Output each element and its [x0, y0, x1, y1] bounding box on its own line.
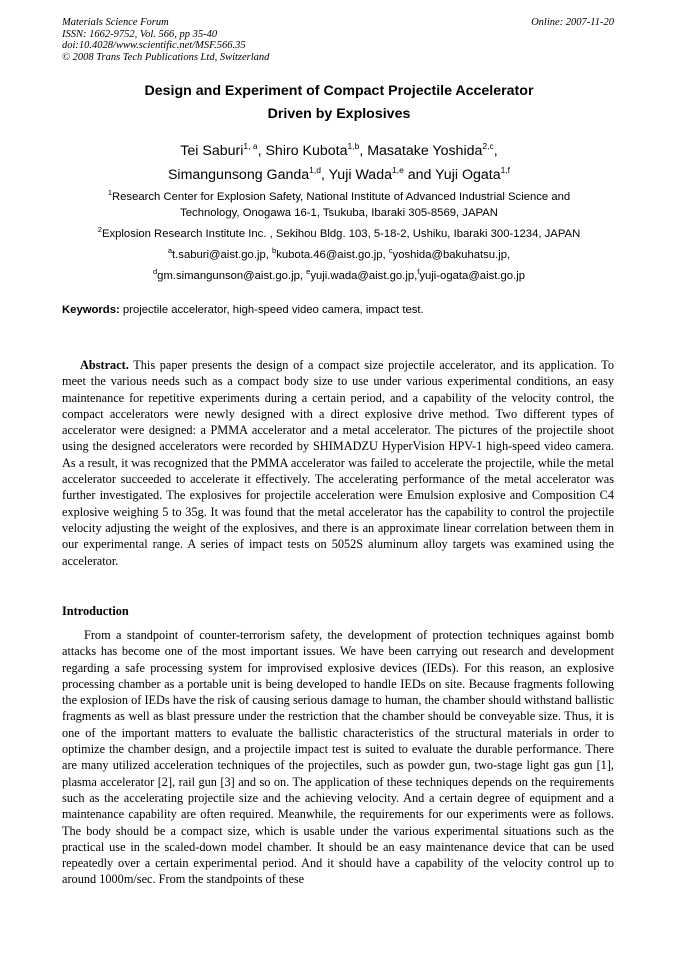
section-heading-introduction: Introduction: [62, 604, 129, 618]
abstract-label: Abstract.: [80, 358, 129, 372]
online-date: Online: 2007-11-20: [531, 17, 614, 28]
email-link[interactable]: yuji.wada@aist.go.jp,: [310, 270, 418, 282]
affiliation-text: Research Center for Explosion Safety, National Institute of Advanced Industrial Science and: [111, 191, 571, 203]
email-letter: e: [306, 267, 311, 276]
author-name: Simangunsong Ganda: [167, 167, 310, 183]
email-link[interactable]: gm.simangunson@aist.go.jp,: [157, 270, 307, 282]
keywords-label: Keywords:: [62, 304, 120, 316]
author-name: Shiro Kubota: [265, 143, 348, 159]
author-line-1: [62, 139, 616, 163]
author-separator: ,: [257, 143, 266, 159]
email-letter: c: [388, 246, 393, 255]
email-letter: b: [272, 246, 277, 255]
author-line-2: [62, 163, 616, 187]
author-sup: 1,b: [347, 141, 360, 151]
title-line-2: Driven by Explosives: [267, 106, 411, 122]
author-sup: 1, a: [243, 141, 258, 151]
email-letter: d: [152, 267, 158, 276]
affiliation-2-line: [62, 226, 616, 242]
journal-header: [62, 17, 269, 63]
journal-name: Materials Science Forum: [62, 17, 169, 28]
affiliation-text: Explosion Research Institute Inc. , Sekihou Bldg. 103, 5-18-2, Ushiku, Ibaraki 300-1234, JAPAN: [101, 228, 581, 240]
copyright-line: © 2008 Trans Tech Publications Ltd, Switzerland: [62, 51, 270, 63]
issn-line: ISSN: 1662-9752, Vol. 566, pp 35-40: [62, 28, 218, 40]
keywords-text: projectile accelerator, high-speed video camera, impact test.: [119, 304, 424, 316]
email-link[interactable]: t.saburi@aist.go.jp,: [172, 249, 273, 261]
email-letter: f: [417, 267, 420, 276]
author-sup: 1,f: [500, 165, 511, 175]
abstract-paragraph: [62, 357, 614, 569]
author-sup: 1,d: [309, 165, 321, 175]
email-letter: a: [167, 246, 173, 255]
affiliation-1-line-2: Technology, Onogawa 16-1, Tsukuba, Ibaraki 305-8569, JAPAN: [180, 207, 498, 219]
author-name: Yuji Ogata: [435, 167, 501, 183]
affiliation-number: 1: [107, 188, 112, 197]
abstract-text: This paper presents the design of a compact size projectile accelerator, and its application. To meet the various needs such as a compact body size to use under various experimental conditions, an easy maintenance for repetitive experiments during a certain period, and a capability of the velocity control, the compact accelerators were newly designed with a direct explosive drive method. Two different types of accelerator were designed: a PMMA accelerator and a metal accelerator. The pictures of the projectile shoot using the designed accelerators were recorded by SHIMADZU HyperVision HPV-1 high-speed video camera. As a result, it was recognized that the PMMA accelerator was failed to accelerate the projectile, while the metal accelerator succeeded to accelerate it effectively. The accelerating performance of the metal accelerator was further investigated. The explosives for projectile acceleration were Emulsion explosive and Composition C4 explosive weighing 5 to 35g. It was found that the metal accelerator has the capability to control the projectile velocity adjusting the weight of the explosives, and there is an approximate linear correlation between them in our experimental range. A series of impact tests on 5052S aluminum alloy targets was examined using the accelerator.: [62, 358, 614, 568]
author-sup: 2,c: [482, 141, 494, 151]
author-separator: ,: [493, 143, 498, 159]
doi-line: doi:10.4028/www.scientific.net/MSF.566.35: [62, 40, 246, 51]
author-sup: 1,e: [391, 165, 404, 175]
author-separator: ,: [320, 167, 329, 183]
affiliation-number: 2: [97, 225, 102, 234]
affiliation-2: [62, 226, 616, 242]
keywords: [62, 304, 424, 316]
email-line-1: [62, 245, 616, 266]
author-list: [62, 139, 616, 187]
author-name: Tei Saburi: [180, 143, 244, 159]
author-separator: ,: [359, 143, 368, 159]
introduction-paragraph: From a standpoint of counter-terrorism safety, the development of protection techniques against bomb attacks has become one of the most important issues. We have been carrying out research and development regarding a safe processing system for improvised explosive devices (IEDs). For this reason, an explosive processing chamber as a portable unit is being developed to handle IEDs on site. Because fragments following the explosion of IEDs have the risk of causing serious damage to human, the chamber should withstand ballistic fragments as well as blast pressure under the restriction that the chamber should be conveyable size. Thus, it is one of the important matters to evaluate the ballistic characteristics of the structural materials in order to optimize the chamber design, and a projectile impact test is suited to evaluate the durable performance. There are many utilized acceleration techniques of the projectiles, such as powder gun, two-stage light gas gun [1], plasma accelerator [2], rail gun [3] and so on. The application of these techniques depends on the requirements such as the accelerating projectile size and the achieving velocity. And a certain degree of equipment and a maintenance capability are often required. Meanwhile, the requirements for our experiments were as follows. The body should be a compact size, which is usable under the various experimental situations such as the practical use in the scaled-down model chamber. It should be an easy maintenance device that can be used repeatedly over a certain experimental period. And it should have a capability of the velocity control up to around 1000m/sec. From the standpoints of these: [62, 628, 614, 887]
affiliation-1: [62, 189, 616, 221]
email-link[interactable]: kubota.46@aist.go.jp,: [276, 249, 389, 261]
email-link[interactable]: yuji-ogata@aist.go.jp: [419, 270, 526, 282]
author-and: and: [403, 167, 436, 183]
email-link[interactable]: yoshida@bakuhatsu.jp,: [392, 249, 511, 261]
author-name: Yuji Wada: [328, 167, 392, 183]
affiliation-1-line-1: [62, 189, 616, 205]
paper-title: [62, 80, 616, 126]
author-name: Masatake Yoshida: [367, 143, 483, 159]
email-line-2: [62, 266, 616, 287]
email-list: [62, 245, 616, 287]
title-line-1: Design and Experiment of Compact Projectile Accelerator: [144, 83, 534, 99]
